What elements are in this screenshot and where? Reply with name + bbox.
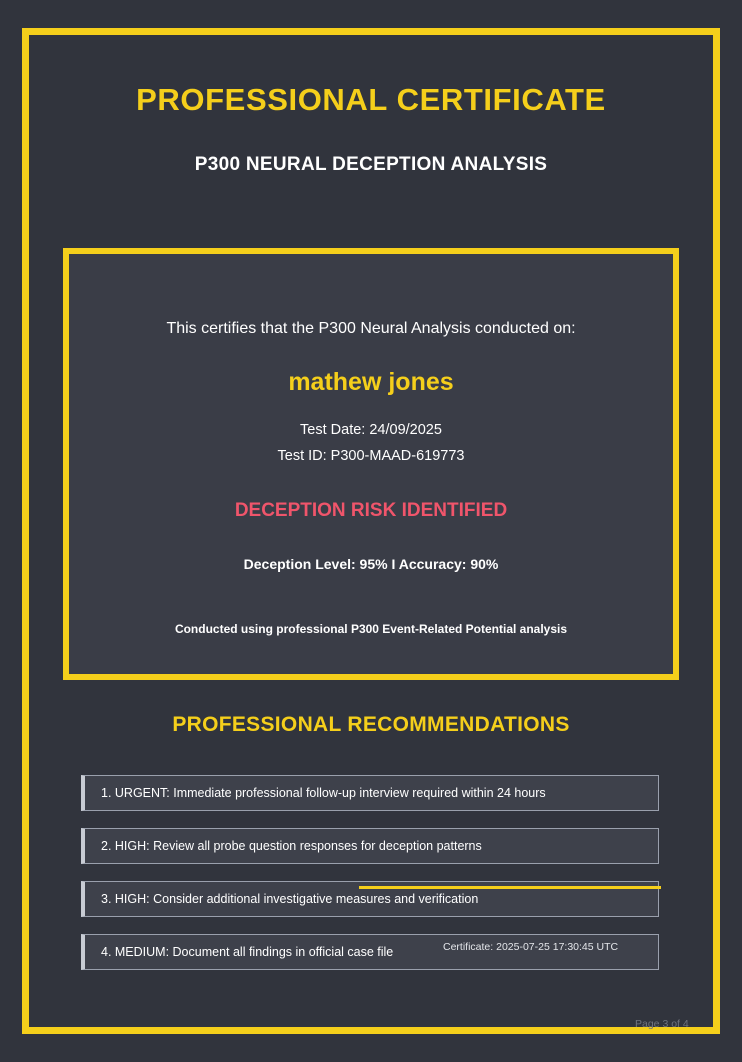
recommendations-list [81,775,659,987]
certificate-content [29,35,713,1030]
accent-divider [359,886,661,889]
analysis-method-note: Conducted using professional P300 Event-Related Potential analysis [174,622,568,636]
certificate-details-panel [63,248,679,680]
deception-accuracy-levels: Deception Level: 95% I Accuracy: 90% [243,556,499,572]
subject-name: mathew jones [288,368,454,396]
recommendations-heading: PROFESSIONAL RECOMMENDATIONS [172,713,570,736]
certificate-timestamp: Certificate: 2025-07-25 17:30:45 UTC [443,941,619,953]
page-number: Page 3 of 4 [635,1018,689,1030]
page-subtitle: P300 NEURAL DECEPTION ANALYSIS [194,154,548,175]
list-item [81,828,659,864]
status-badge: DECEPTION RISK IDENTIFIED [234,500,508,521]
recommendation-text: 3. HIGH: Consider additional investigative measures and verification [101,892,479,906]
list-item [81,775,659,811]
recommendation-text: 1. URGENT: Immediate professional follow-up interview required within 24 hours [101,786,546,800]
recommendation-text: 4. MEDIUM: Document all findings in official case file [101,945,394,959]
test-date: Test Date: 24/09/2025 [300,422,442,438]
test-id: Test ID: P300-MAAD-619773 [277,448,465,464]
recommendation-text: 2. HIGH: Review all probe question responses for deception patterns [101,839,482,853]
certifies-statement: This certifies that the P300 Neural Analysis conducted on: [166,320,576,337]
page-title: PROFESSIONAL CERTIFICATE [136,82,606,117]
